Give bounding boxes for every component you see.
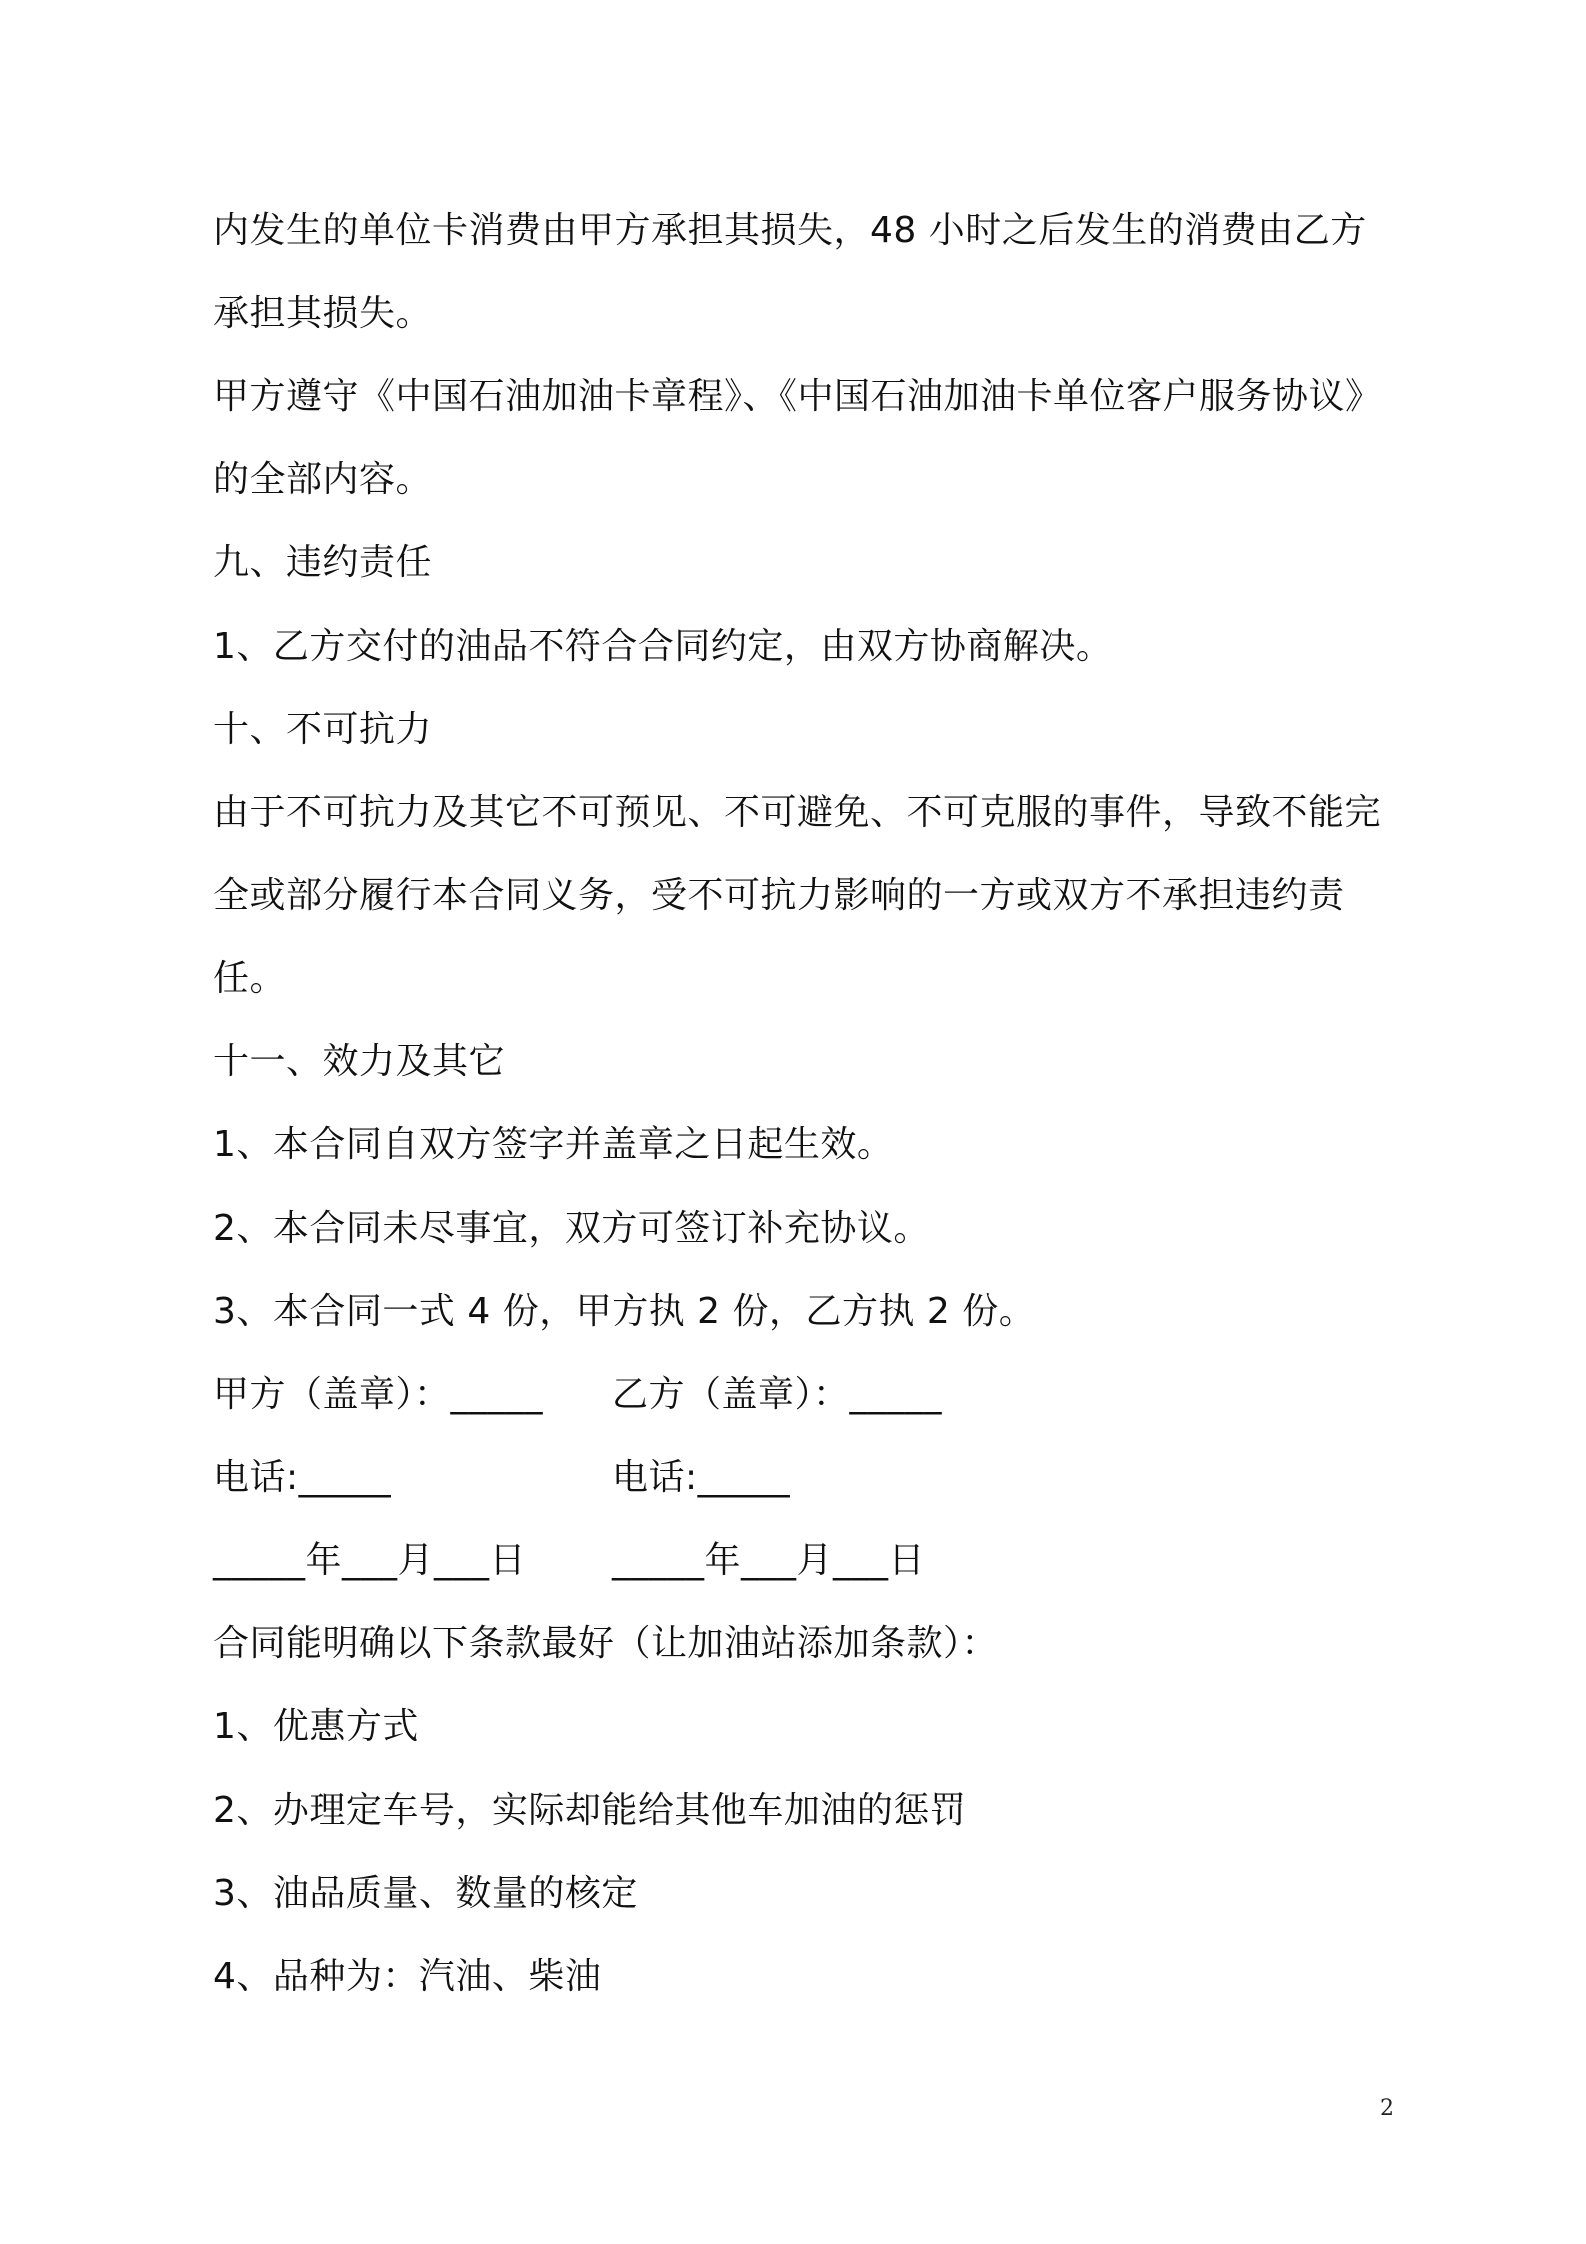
paragraph-line: 1、本合同自双方签字并盖章之日起生效。 bbox=[213, 1124, 894, 1165]
notes-heading: 合同能明确以下条款最好（让加油站添加条款）： bbox=[213, 1623, 999, 1664]
paragraph-line: 甲方遵守《中国石油加油卡章程》、《中国石油加油卡单位客户服务协议》 bbox=[213, 376, 1382, 417]
party-b-seal: 乙方（盖章）：_____ bbox=[612, 1374, 943, 1415]
section-heading-breach: 九、违约责任 bbox=[213, 542, 433, 583]
section-heading-effect: 十一、效力及其它 bbox=[213, 1041, 506, 1082]
paragraph-line: 全或部分履行本合同义务，受不可抗力影响的一方或双方不承担违约责 bbox=[213, 875, 1345, 916]
party-b-phone: 电话:_____ bbox=[612, 1457, 791, 1498]
paragraph-line: 由于不可抗力及其它不可预见、不可避免、不可克服的事件，导致不能完 bbox=[213, 792, 1382, 833]
party-a-phone: 电话:_____ bbox=[213, 1457, 392, 1498]
party-a-seal: 甲方（盖章）：_____ bbox=[213, 1374, 544, 1415]
paragraph-line: 内发生的单位卡消费由甲方承担其损失，48 小时之后发生的消费由乙方 bbox=[213, 210, 1367, 251]
note-item: 2、办理定车号，实际却能给其他车加油的惩罚 bbox=[213, 1790, 967, 1831]
paragraph-line: 承担其损失。 bbox=[213, 293, 433, 334]
page-number: 2 bbox=[1380, 2096, 1394, 2121]
paragraph-line: 任。 bbox=[213, 958, 287, 999]
note-item: 4、品种为：汽油、柴油 bbox=[213, 1956, 602, 1997]
paragraph-line: 的全部内容。 bbox=[213, 459, 433, 500]
paragraph-line: 2、本合同未尽事宜，双方可签订补充协议。 bbox=[213, 1208, 930, 1249]
party-a-date: _____年___月___日 bbox=[213, 1540, 527, 1581]
section-heading-force-majeure: 十、不可抗力 bbox=[213, 709, 433, 750]
party-b-date: _____年___月___日 bbox=[612, 1540, 926, 1581]
note-item: 1、优惠方式 bbox=[213, 1706, 419, 1747]
paragraph-line: 3、本合同一式 4 份，甲方执 2 份，乙方执 2 份。 bbox=[213, 1291, 1036, 1332]
paragraph-line: 1、乙方交付的油品不符合合同约定，由双方协商解决。 bbox=[213, 626, 1113, 667]
note-item: 3、油品质量、数量的核定 bbox=[213, 1873, 638, 1914]
